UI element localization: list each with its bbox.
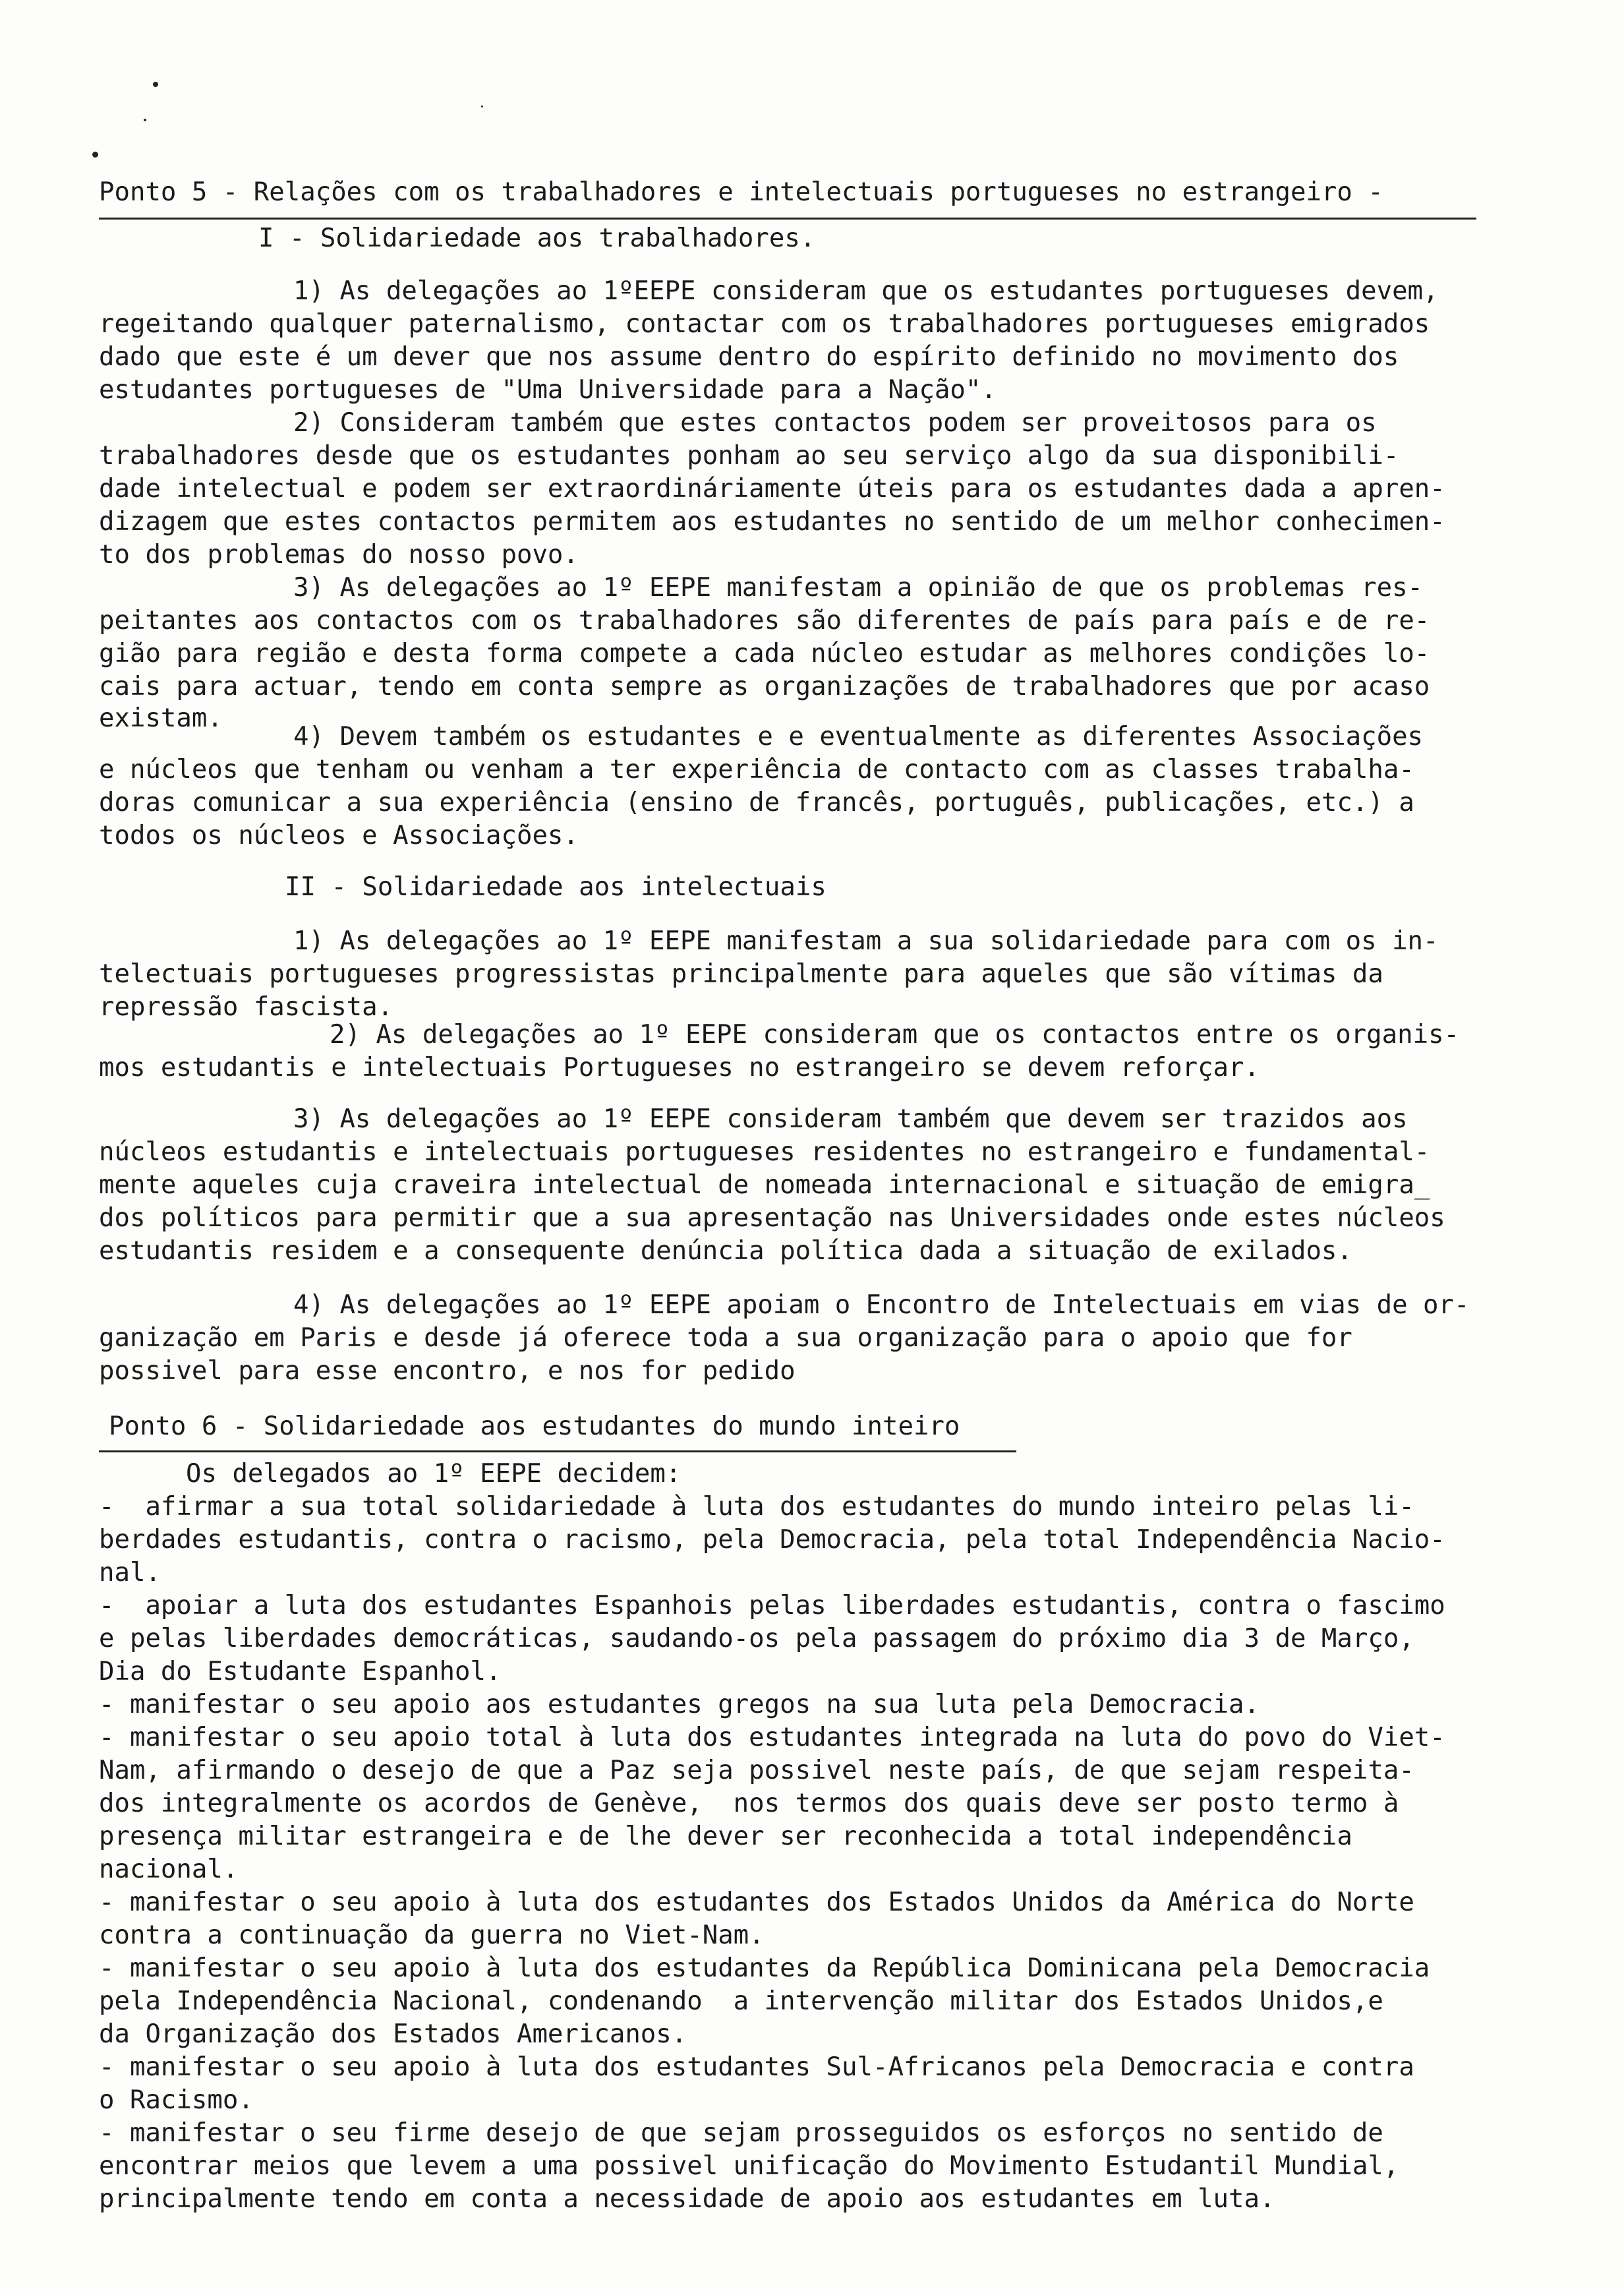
list-line: contra a continuação da guerra no Viet-Nam. (99, 1920, 765, 1950)
text-line: 1) As delegações ao 1º EEPE manifestam a sua solidariedade para com os in- (293, 926, 1439, 956)
text-line: dos políticos para permitir que a sua apresentação nas Universidades onde estes núcleos (99, 1203, 1445, 1233)
text-line: to dos problemas do nosso povo. (99, 540, 579, 570)
text-line: e núcleos que tenham ou venham a ter experiência de contacto com as classes trabalha- (99, 755, 1414, 785)
text-line: 4) Devem também os estudantes e e eventualmente as diferentes Associações (293, 722, 1424, 752)
list-line: encontrar meios que levem a uma possivel unificação do Movimento Estudantil Mundial, (99, 2151, 1399, 2181)
list-line: - manifestar o seu apoio aos estudantes gregos na sua luta pela Democracia. (99, 1690, 1260, 1719)
section-ii-title: II - Solidariedade aos intelectuais (285, 872, 826, 902)
text-line: todos os núcleos e Associações. (99, 821, 579, 850)
text-line: cais para actuar, tendo em conta sempre as organizações de trabalhadores que por acaso (99, 672, 1430, 701)
ink-speck (144, 119, 146, 121)
text-line: telectuais portugueses progressistas principalmente para aqueles que são vítimas da (99, 959, 1383, 989)
text-line: estudantes portugueses de "Uma Universidade para a Nação". (99, 375, 997, 405)
list-line: - manifestar o seu apoio à luta dos estudantes Sul-Africanos pela Democracia e contra (99, 2052, 1414, 2082)
list-line: - apoiar a luta dos estudantes Espanhois pelas liberdades estudantis, contra o fascimo (99, 1591, 1445, 1620)
ponto-5-heading: Ponto 5 - Relações com os trabalhadores e intelectuais portugueses no estrangeiro - (99, 177, 1383, 207)
ponto-6-heading: Ponto 6 - Solidariedade aos estudantes do mundo inteiro (109, 1412, 960, 1441)
text-line: 3) As delegações ao 1º EEPE consideram também que devem ser trazidos aos (293, 1104, 1408, 1134)
text-line: 1) As delegações ao 1ºEEPE consideram que os estudantes portugueses devem, (293, 276, 1439, 306)
list-line: - manifestar o seu apoio total à luta dos estudantes integrada na luta do povo do Viet- (99, 1723, 1445, 1752)
text-line: peitantes aos contactos com os trabalhadores são diferentes de país para país e de re- (99, 606, 1430, 636)
list-line: Nam, afirmando o desejo de que a Paz seja possivel neste país, de que sejam respeita- (99, 1756, 1414, 1785)
text-line: doras comunicar a sua experiência (ensino de francês, português, publicações, etc.) a (99, 788, 1414, 818)
text-line: mos estudantis e intelectuais Portugueses no estrangeiro se devem reforçar. (99, 1053, 1260, 1083)
list-line: nal. (99, 1558, 161, 1588)
list-line: pela Independência Nacional, condenando a intervenção militar dos Estados Unidos,e (99, 1986, 1383, 2016)
ponto-6-underline (99, 1450, 1016, 1452)
text-line: repressão fascista. (99, 992, 393, 1022)
text-line: mente aqueles cuja craveira intelectual de nomeada internacional e situação de emigra_ (99, 1170, 1430, 1200)
text-line: ganização em Paris e desde já oferece toda a sua organização para o apoio que for (99, 1323, 1352, 1353)
list-line: - manifestar o seu apoio à luta dos estudantes dos Estados Unidos da América do Norte (99, 1888, 1414, 1917)
text-line: 4) As delegações ao 1º EEPE apoiam o Encontro de Intelectuais em vias de or- (293, 1290, 1470, 1320)
list-line: e pelas liberdades democráticas, saudando-os pela passagem do próximo dia 3 de Março, (99, 1624, 1414, 1653)
list-line: Dia do Estudante Espanhol. (99, 1657, 502, 1686)
text-line: estudantis residem e a consequente denúncia política dada a situação de exilados. (99, 1236, 1352, 1266)
section-i-title: I - Solidariedade aos trabalhadores. (258, 223, 816, 253)
text-line: 2) Consideram também que estes contactos podem ser proveitosos para os (293, 408, 1377, 438)
list-line: - manifestar o seu firme desejo de que sejam prosseguidos os esforços no sentido de (99, 2118, 1383, 2148)
list-line: nacional. (99, 1855, 239, 1884)
ink-speck (481, 105, 483, 107)
list-line: berdades estudantis, contra o racismo, pela Democracia, pela total Independência Nacio- (99, 1525, 1445, 1555)
list-line: - afirmar a sua total solidariedade à luta dos estudantes do mundo inteiro pelas li- (99, 1492, 1414, 1522)
list-line: dos integralmente os acordos de Genève, nos termos dos quais deve ser posto termo à (99, 1789, 1399, 1818)
ponto-5-underline (99, 218, 1476, 220)
list-line: presença militar estrangeira e de lhe dever ser reconhecida a total independência (99, 1822, 1352, 1851)
text-line: existam. (99, 703, 223, 733)
text-line: dade intelectual e podem ser extraordináriamente úteis para os estudantes dada a apren- (99, 474, 1445, 504)
text-line: gião para região e desta forma compete a cada núcleo estudar as melhores condições lo- (99, 639, 1430, 669)
text-line: 2) As delegações ao 1º EEPE consideram que os contactos entre os organis- (330, 1020, 1460, 1050)
list-line: principalmente tendo em conta a necessidade de apoio aos estudantes em luta. (99, 2184, 1275, 2214)
text-line: dado que este é um dever que nos assume dentro do espírito definido no movimento dos (99, 342, 1399, 372)
ink-speck (92, 152, 98, 158)
list-line: o Racismo. (99, 2085, 254, 2115)
text-line: trabalhadores desde que os estudantes ponham ao seu serviço algo da sua disponibili- (99, 441, 1399, 471)
ink-speck (153, 82, 158, 87)
list-line: da Organização dos Estados Americanos. (99, 2019, 687, 2049)
text-line: núcleos estudantis e intelectuais portugueses residentes no estrangeiro e fundamental- (99, 1137, 1430, 1167)
list-line: - manifestar o seu apoio à luta dos estudantes da República Dominicana pela Democracia (99, 1953, 1430, 1983)
section-6-intro: Os delegados ao 1º EEPE decidem: (186, 1459, 682, 1489)
text-line: 3) As delegações ao 1º EEPE manifestam a opinião de que os problemas res- (293, 573, 1424, 603)
text-line: regeitando qualquer paternalismo, contactar com os trabalhadores portugueses emigrados (99, 309, 1430, 339)
text-line: dizagem que estes contactos permitem aos estudantes no sentido de um melhor conhecimen- (99, 507, 1445, 537)
text-line: possivel para esse encontro, e nos for pedido (99, 1356, 796, 1386)
